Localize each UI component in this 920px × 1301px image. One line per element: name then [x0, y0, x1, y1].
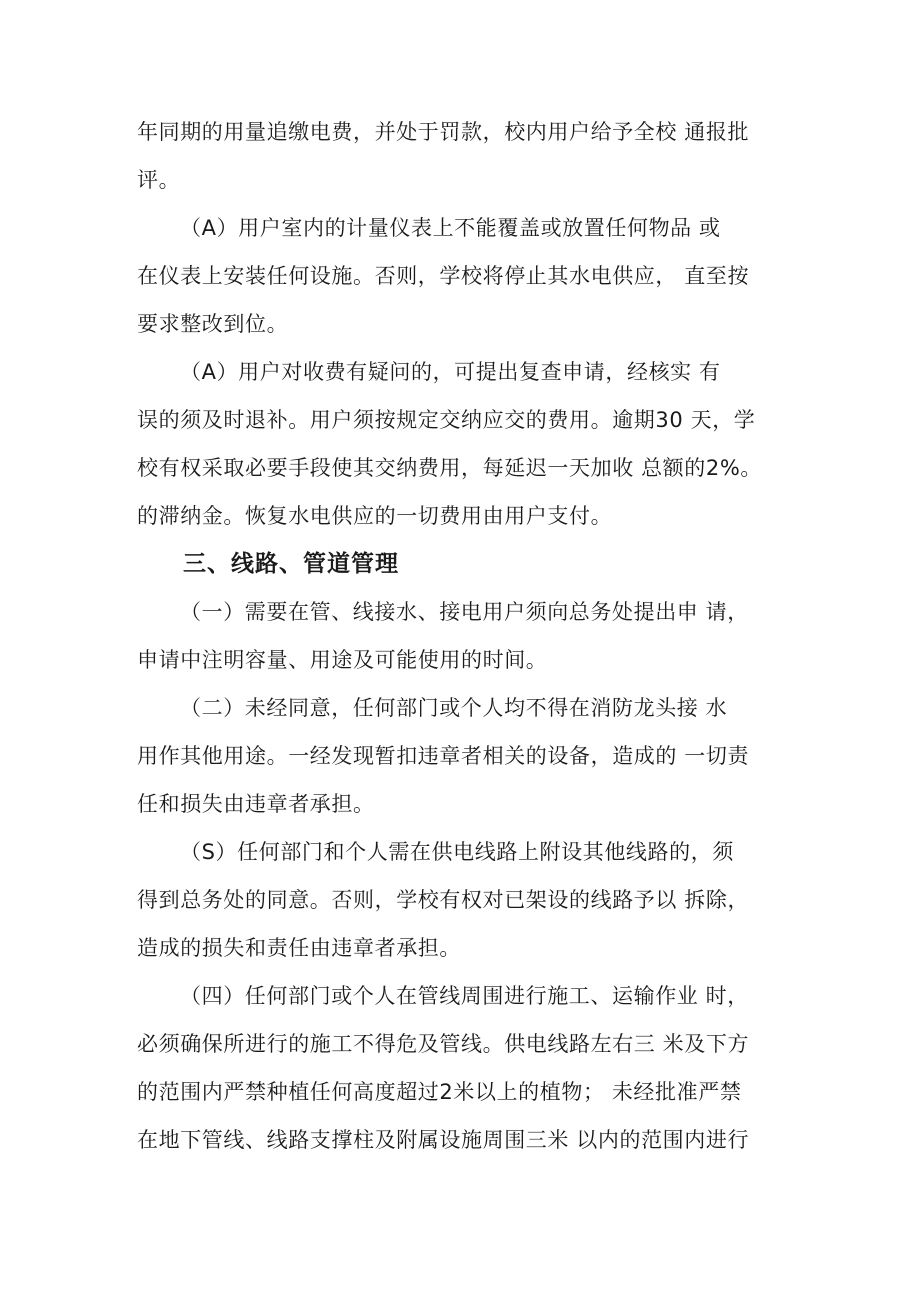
text-line: 的滞纳金。恢复水电供应的一切费用由用户支付。 — [137, 504, 613, 528]
text-line: 申请中注明容量、用途及可能使用的时间。 — [137, 648, 548, 672]
text-line: 用作其他用途。一经发现暂扣违章者相关的设备，造成的 一切责 — [137, 744, 750, 768]
text-line: 任和损失由违章者承担。 — [137, 792, 375, 816]
text-line: 必须确保所进行的施工不得危及管线。供电线路左右三 米及下方 — [137, 1032, 750, 1056]
text-line: 校有权采取必要手段使其交纳费用，每延迟一天加收 总额的2%。 — [137, 456, 762, 480]
text-line: 的范围内严禁种植任何高度超过2米以上的植物； 未经批准严禁 — [137, 1080, 742, 1104]
text-line: 造成的损失和责任由违章者承担。 — [137, 936, 461, 960]
text-line: （一）需要在管、线接水、接电用户须向总务处提出申 请， — [180, 600, 749, 624]
text-line: 年同期的用量追缴电费，并处于罚款，校内用户给予全校 通报批 — [137, 120, 750, 144]
text-line: （A）用户室内的计量仪表上不能覆盖或放置任何物品 或 — [180, 216, 721, 240]
text-line: 在地下管线、线路支撑柱及附属设施周围三米 以内的范围内进行 — [137, 1128, 750, 1152]
text-line: （A）用户对收费有疑问的，可提出复查申请，经核实 有 — [180, 360, 721, 384]
text-line: 得到总务处的同意。否则，学校有权对已架设的线路予以 拆除， — [137, 888, 750, 912]
text-line: 误的须及时退补。用户须按规定交纳应交的费用。逾期30 天，学 — [137, 408, 756, 432]
text-line: （二）未经同意，任何部门或个人均不得在消防龙头接 水 — [180, 696, 728, 720]
section-heading: 三、线路、管道管理 — [183, 551, 399, 577]
text-line: 在仪表上安装任何设施。否则，学校将停止其水电供应， 直至按 — [137, 264, 750, 288]
text-line: （S）任何部门和个人需在供电线路上附设其他线路的，须 — [180, 840, 734, 864]
text-line: 评。 — [137, 168, 181, 192]
text-line: 要求整改到位。 — [137, 312, 289, 336]
text-line: （四）任何部门或个人在管线周围进行施工、运输作业 时， — [180, 984, 749, 1008]
